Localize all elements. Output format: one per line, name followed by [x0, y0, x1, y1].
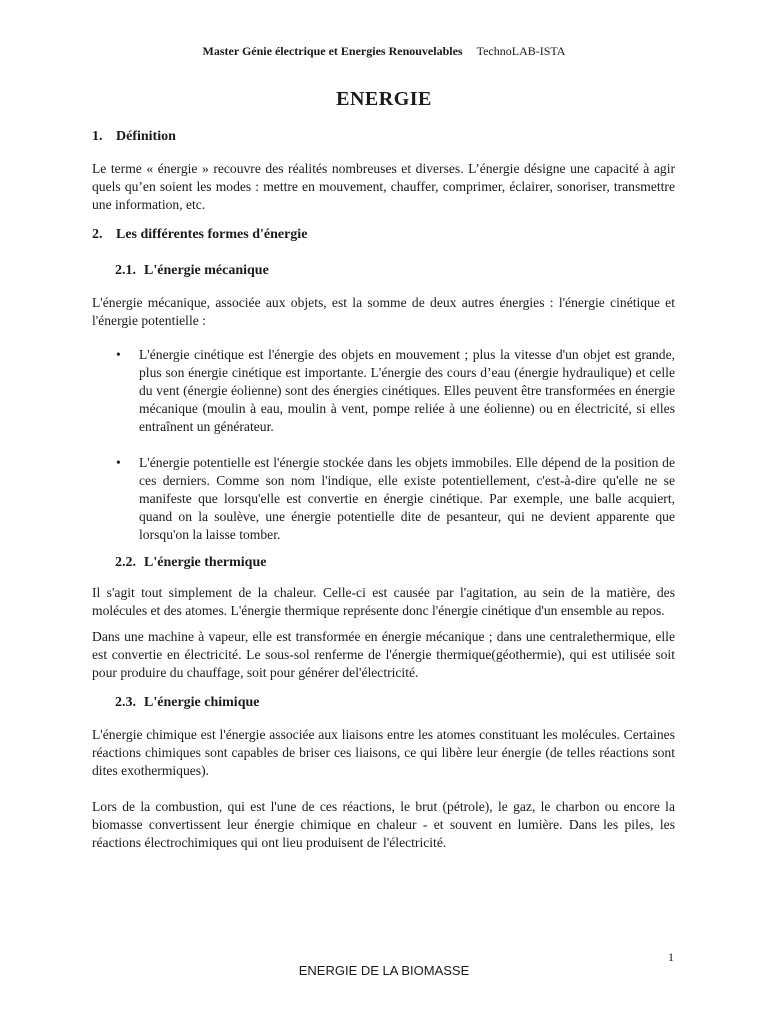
header-program: Master Génie électrique et Energies Renouvelables	[202, 44, 463, 58]
chemical-paragraph-2: Lors de la combustion, qui est l'une de ces réactions, le brut (pétrole), le gaz, le charbon ou encore la biomasse convertissent leur énergie chimique en chaleur - et souvent en lumière. Dans les piles, les réactions électrochimiques qui ont lieu produisent de l'électricité.	[92, 799, 675, 850]
list-item-text: L'énergie cinétique est l'énergie des objets en mouvement ; plus la vitesse d'un objet est grande, plus son énergie cinétique est importante. L'énergie des cours d’eau (énergie hydraulique) et celle du vent (énergie éolienne) sont des énergies cinétiques. Elles peuvent être transformées en énergie mécanique (moulin à eau, moulin à vent, pompe reliée à une éolienne) ou en électricité, si elles entraînent un générateur.	[139, 347, 675, 434]
header-lab: TechnoLAB-ISTA	[476, 44, 566, 58]
section-number: 1.	[92, 129, 103, 144]
subsection-title: L'énergie mécanique	[144, 263, 269, 278]
mechanical-paragraph: L'énergie mécanique, associée aux objets, est la somme de deux autres énergies : l'énergie cinétique et l'énergie potentielle :	[92, 295, 675, 328]
list-item	[92, 346, 675, 436]
subsection-heading-mechanical	[92, 262, 675, 280]
subsection-heading-chemical	[92, 694, 675, 712]
mechanical-energy-list	[92, 346, 675, 544]
section-number: 2.	[92, 227, 103, 242]
bullet-icon: •	[116, 455, 121, 470]
bullet-icon: •	[116, 347, 121, 362]
subsection-heading-thermal	[92, 554, 675, 572]
section-title: Définition	[116, 129, 176, 144]
subsection-number: 2.1.	[115, 263, 136, 278]
page-header	[0, 43, 768, 59]
thermal-paragraph-1: Il s'agit tout simplement de la chaleur. Celle-ci est causée par l'agitation, au sein de la matière, des molécules et des atomes. L'énergie thermique représente donc l'énergie cinétique d'un ensemble au repos.	[92, 585, 675, 618]
list-item-text: L'énergie potentielle est l'énergie stockée dans les objets immobiles. Elle dépend de la position de ces derniers. Comme son nom l'indique, elle existe potentiellement, c'est-à-dire qu'elle ne se manifeste que lorsqu'elle est convertie en énergie cinétique. Par exemple, une balle acquiert, quand on la soulève, une énergie potentielle dite de pesanteur, qui ne devient apparente que lorsqu'on la laisse tomber.	[139, 455, 675, 542]
subsection-number: 2.3.	[115, 695, 136, 710]
section-title: Les différentes formes d'énergie	[116, 227, 308, 242]
subsection-title: L'énergie thermique	[144, 555, 267, 570]
subsection-title: L'énergie chimique	[144, 695, 260, 710]
document-body	[92, 128, 675, 852]
list-item	[92, 454, 675, 544]
page-number: 1	[668, 950, 674, 964]
page-footer: ENERGIE DE LA BIOMASSE	[298, 963, 470, 978]
thermal-paragraph-2: Dans une machine à vapeur, elle est transformée en énergie mécanique ; dans une centralethermique, elle est convertie en électricité. Le sous-sol renferme de l'énergie thermique(géothermie), qui est utilisée soit pour produire du chauffage, soit pour générer del'électricité.	[92, 629, 675, 680]
definition-paragraph: Le terme « énergie » recouvre des réalités nombreuses et diverses. L’énergie désigne une capacité à agir quels qu’en soient les modes : mettre en mouvement, chauffer, comprimer, éclairer, sonoriser, transmettre une information, etc.	[92, 161, 675, 212]
chemical-paragraph-1: L'énergie chimique est l'énergie associée aux liaisons entre les atomes constituant les molécules. Certaines réactions chimiques sont capables de briser ces liaisons, ce qui libère leur énergie (de telles réactions sont dites exothermiques).	[92, 727, 675, 778]
page-title: ENERGIE	[336, 88, 432, 110]
section-heading-forms	[92, 226, 675, 244]
section-heading-definition	[92, 128, 675, 146]
subsection-number: 2.2.	[115, 555, 136, 570]
